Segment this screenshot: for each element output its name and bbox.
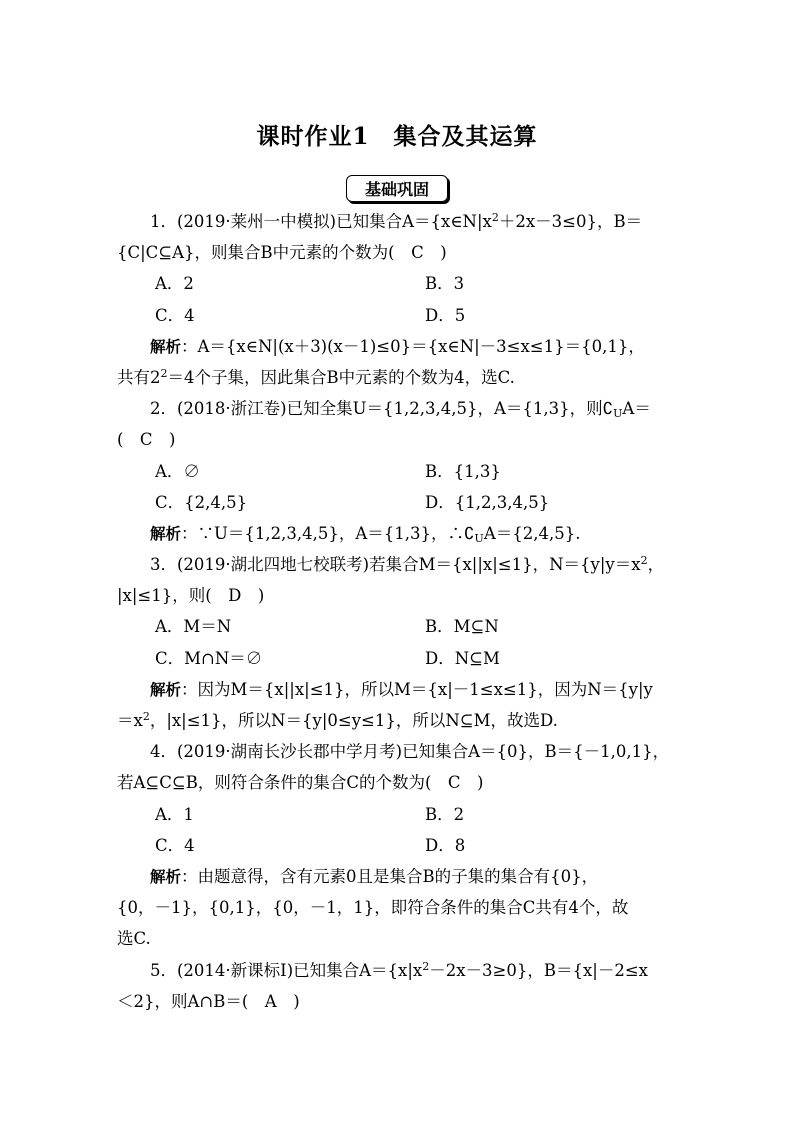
- option-a: A．1: [155, 804, 194, 824]
- question-1-solution-cont: 共有$2^2=4$个子集，因此集合B中元素的个数为4，选C.: [117, 366, 515, 387]
- question-4-solution-cont: {0，－1}，{0,1}，{0，－1，1}，即符合条件的集合C共有4个，故: [117, 898, 629, 918]
- question-1-stem: 1．(2019·莱州一中模拟)已知集合$A=\{x\in N|x^2+2x-3\le 0\}$，B＝: [150, 211, 643, 231]
- option-a: A．2: [155, 274, 194, 294]
- question-5-stem-cont: ＜2}，则A∩B＝( A ): [117, 991, 300, 1011]
- question-1-options-row2: [117, 300, 677, 331]
- option-c: C．4: [155, 305, 195, 325]
- option-a: A．M＝N: [155, 617, 232, 637]
- option-b: B．M⊆N: [425, 617, 499, 637]
- question-3-stem-cont: |x|≤1}，则( D ): [117, 586, 265, 606]
- solution-label: 解析: [150, 680, 182, 699]
- option-b: B．{1,3}: [425, 461, 501, 481]
- option-d: D．5: [425, 305, 466, 325]
- question-1-options-row1: [117, 268, 677, 299]
- question-3-options-row2: [117, 643, 677, 674]
- option-c: C．{2,4,5}: [155, 492, 248, 512]
- question-list: [117, 206, 677, 1017]
- question-3-options-row1: [117, 611, 677, 642]
- option-c: C．4: [155, 835, 195, 855]
- option-c: C．M∩N＝∅: [155, 648, 263, 668]
- solution-label: 解析: [150, 524, 182, 543]
- question-5-stem: 5．(2014·新课标Ⅰ)已知集合$A=\{x|x^2-2x-3\ge 0\}$，B＝{x|－2≤x: [150, 959, 648, 980]
- question-2-stem-cont: ( C ): [117, 430, 176, 450]
- option-d: D．{1,2,3,4,5}: [425, 492, 550, 512]
- question-4-options-row1: [117, 799, 677, 830]
- solution-label: 解析: [150, 337, 182, 356]
- question-3-stem: 3．(2019·湖北四地七校联考)若集合M＝{x||x|≤1}，$N=\{y|y=x^2$，: [150, 554, 665, 575]
- question-4-options-row2: [117, 830, 677, 861]
- question-4-stem-cont: 若A⊆C⊆B，则符合条件的集合C的个数为( C ): [117, 773, 484, 793]
- question-3-solution: 解析：因为M＝{x||x|≤1}，所以M＝{x|－1≤x≤1}，因为N＝{y|y: [150, 679, 653, 699]
- question-2-options-row1: [117, 456, 677, 487]
- page-title: 课时作业1 集合及其运算: [256, 123, 538, 150]
- option-a: A．∅: [155, 461, 200, 481]
- question-2-stem: 2．(2018·浙江卷)已知全集U＝{1,2,3,4,5}，A＝{1,3}，则$∁_UA=$: [150, 399, 651, 421]
- option-d: D．8: [425, 835, 466, 855]
- question-4-solution-end: 选C.: [117, 929, 151, 949]
- section-badge: 基础巩固: [346, 175, 448, 202]
- question-1-solution: 解析：A＝{x∈N|(x＋3)(x－1)≤0}＝{x∈N|－3≤x≤1}＝{0,1}，: [150, 336, 645, 356]
- solution-label: 解析: [150, 867, 182, 886]
- question-1-stem-cont: {C|C⊆A}，则集合B中元素的个数为( C ): [117, 243, 447, 263]
- question-2-solution: 解析：∵U＝{1,2,3,4,5}，A＝{1,3}，$\therefore∁_UA=\{2,4,5\}$.: [150, 523, 581, 545]
- option-b: B．2: [425, 804, 465, 824]
- option-b: B．3: [425, 274, 465, 294]
- question-3-solution-cont: $=x^2$，|x|≤1}，所以N＝{y|0≤y≤1}，所以N⊆M，故选D.: [117, 710, 558, 730]
- question-4-solution: 解析：由题意得，含有元素0且是集合B的子集的集合有{0}，: [150, 866, 599, 886]
- question-4-stem: 4．(2019·湖南长沙长郡中学月考)已知集合A＝{0}，B＝{－1,0,1}，: [150, 742, 670, 762]
- option-d: D．N⊆M: [425, 648, 500, 668]
- question-2-options-row2: [117, 487, 677, 518]
